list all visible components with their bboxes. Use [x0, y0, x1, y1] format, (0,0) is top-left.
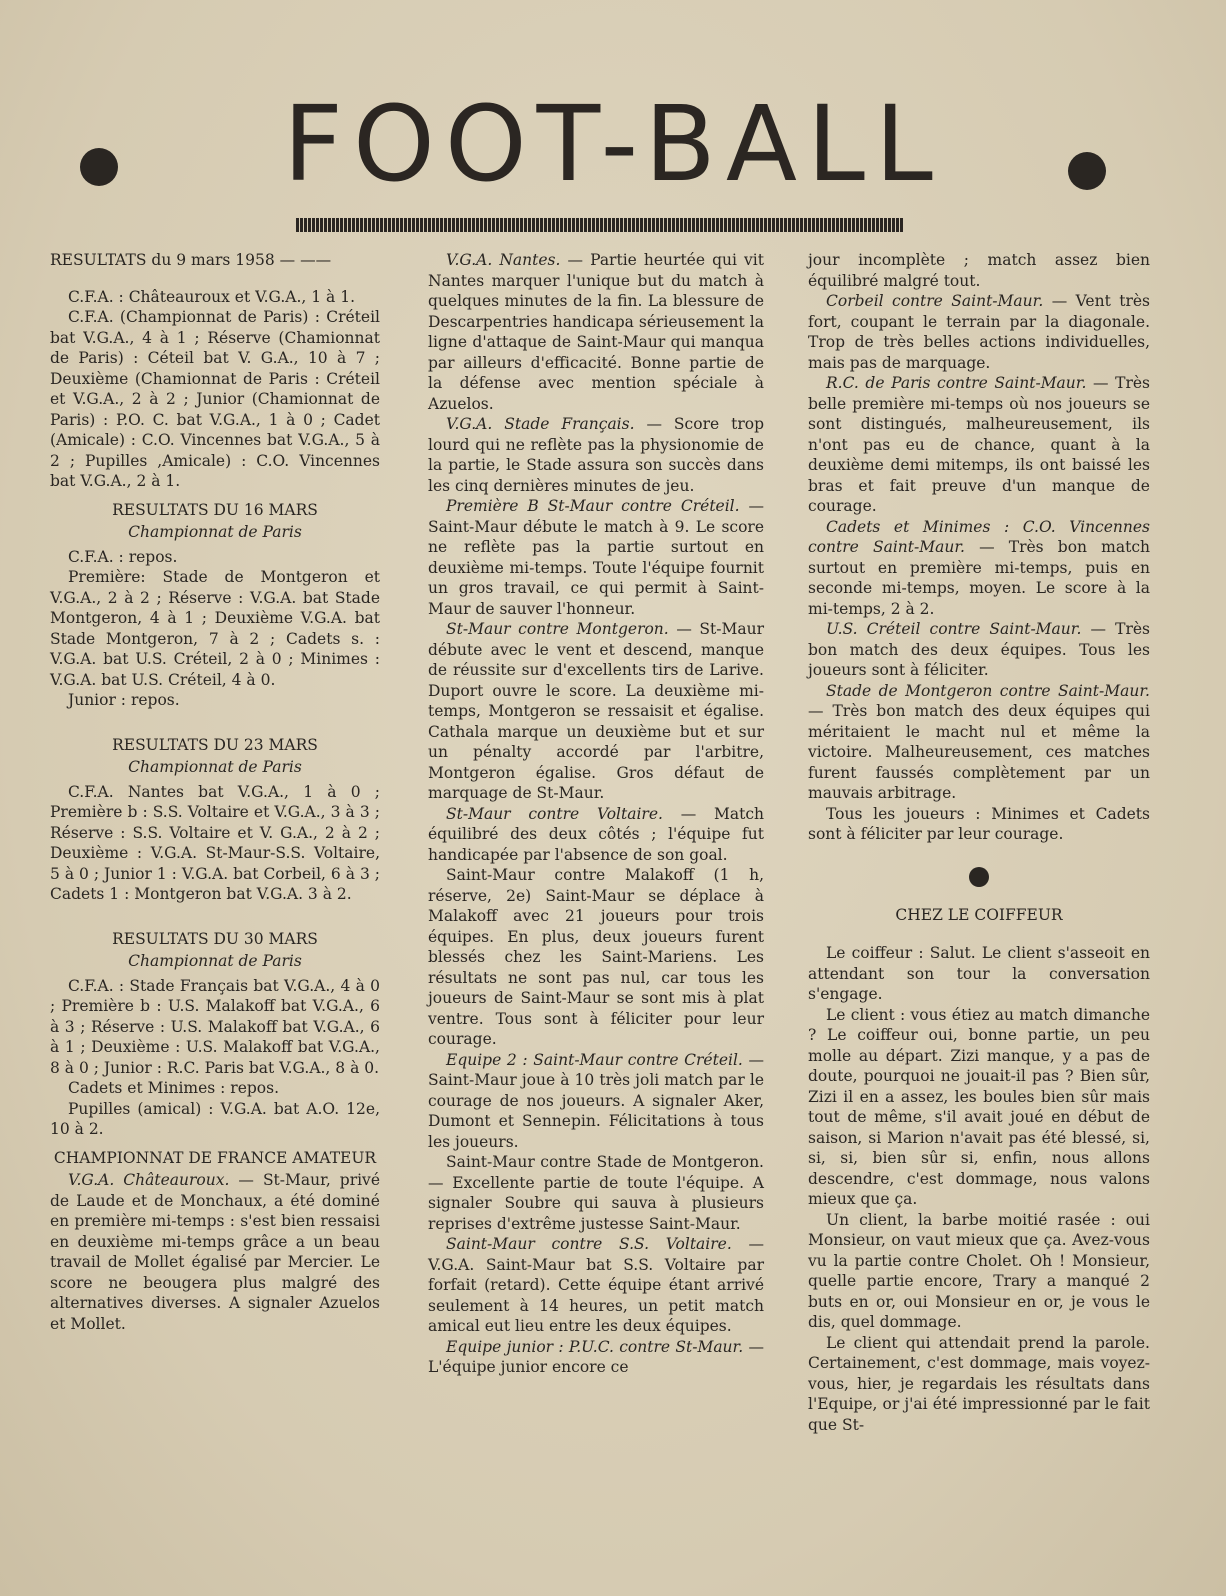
paragraph: Un client, la barbe moitié rasée : oui Monsieur, on vaut mieux que ça. Avez-vous vu la partie contre Cholet. Oh ! Monsieur, quelle partie encore, Trary a manqué 2 buts en or, oui Monsieur en or, je vous le dis, quel dommage. — [808, 1210, 1150, 1331]
match-label: U.S. Créteil contre Saint-Maur. — [826, 620, 1082, 638]
paragraph: jour incomplète ; match assez bien équilibré malgré tout. — [808, 251, 1150, 290]
match-label: St-Maur contre Montgeron. — [446, 620, 669, 638]
column-1 — [50, 250, 380, 1334]
paragraph: Le client qui attendait prend la parole. Certainement, c'est dommage, mais voyez-vous, hier, je regardais les résultats dans l'Equipe, or j'ai été impressionné par le fait que St- — [808, 1333, 1150, 1434]
paragraph: Saint-Maur contre Stade de Montgeron. — Excellente partie de toute l'équipe. A signaler Soubre qui sauva à plusieurs reprises d'extrême justesse Saint-Maur. — [428, 1153, 764, 1233]
paragraph: Junior : repos. — [68, 691, 180, 709]
match-label: St-Maur contre Voltaire. — [446, 804, 663, 823]
match-label: Equipe junior : P.U.C. contre St-Maur. — [446, 1337, 744, 1356]
results-9-mars-header: RESULTATS du 9 mars 1958 — —— — [50, 251, 332, 269]
subheading: Championnat de Paris — [128, 523, 302, 541]
chez-le-coiffeur-header: CHEZ LE COIFFEUR — [895, 905, 1063, 924]
match-label: R.C. de Paris contre Saint-Maur. — [826, 374, 1087, 392]
results-23-mars-header: RESULTATS DU 23 MARS — [112, 735, 318, 754]
paragraph: St-Maur contre Montgeron. — St-Maur débute avec le vent et descend, manque de réussite sur d'excellents tirs de Larive. Duport ouvre le score. La deuxième mi-temps, Montgeron se ressaisit et égalise. Cathala marque un deuxième but et sur un pénalty accordé par l'arbitre, Montgeron égalise. Gros défaut de marquage de St-Maur. — [428, 620, 764, 802]
paragraph: Cadets et Minimes : C.O. Vincennes contre Saint-Maur. — Très bon match surtout en première mi-temps, puis en seconde mi-temps, moyen. Le score à la mi-temps, 2 à 2. — [808, 517, 1150, 618]
paragraph: R.C. de Paris contre Saint-Maur. — Très belle première mi-temps où nos joueurs se sont distingués, malheureusement, ils n'ont pas eu de chance, quant à la deuxième demi mitemps, ils ont baissé les bras et fait preuve d'un manque de courage. — [808, 374, 1150, 515]
match-label: Stade de Montgeron contre Saint-Maur. — [826, 681, 1150, 700]
column-3 — [808, 250, 1150, 1435]
paragraph: Saint-Maur contre Malakoff (1 h, réserve, 2e) Saint-Maur se déplace à Malakoff avec 21 joueurs pour trois équipes. En plus, deux joueurs furent blessés chez les Saint-Mariens. Les résultats ne sont pas nul, car tous les joueurs de Saint-Maur se sont mis à plat ventre. Tous sont à féliciter pour leur courage. — [428, 866, 764, 1048]
page-title: FOOT-BALL — [283, 83, 943, 205]
subheading: Championnat de Paris — [128, 758, 302, 776]
paragraph: Première B St-Maur contre Créteil. — Saint-Maur débute le match à 9. Le score ne reflète pas la partie surtout en deuxième mi-temps. Toute l'équipe fournit un gros travail, ce qui permit à Saint-Maur de sauver l'honneur. — [428, 497, 764, 618]
subheading: Championnat de Paris — [128, 952, 302, 970]
paragraph: Saint-Maur contre S.S. Voltaire. — V.G.A. Saint-Maur bat S.S. Voltaire par forfait (retard). Cette équipe étant arrivé seulement à 14 heures, un petit match amical eut lieu entre les deux équipes. — [428, 1235, 764, 1335]
paragraph: C.F.A. Nantes bat V.G.A., 1 à 0 ; Première b : S.S. Voltaire et V.G.A., 3 à 3 ; Réserve : S.S. Voltaire et V. G.A., 2 à 2 ; Deuxième : V.G.A. St-Maur-S.S. Voltaire, 5 à 0 ; Junior 1 : V.G.A. bat Corbeil, 6 à 3 ; Cadets 1 : Montgeron bat V.G.A. 3 à 2. — [50, 782, 380, 903]
paragraph: Première: Stade de Montgeron et V.G.A., 2 à 2 ; Réserve : V.G.A. bat Stade Montgeron, 4 à 1 ; Deuxième V.G.A. bat Stade Montgeron, 7 à 2 ; Cadets s. : V.G.A. bat U.S. Créteil, 2 à 0 ; Minimes : V.G.A. bat U.S. Créteil, 4 à 0. — [50, 568, 380, 689]
match-label: V.G.A. Stade Français. — [446, 415, 635, 433]
paragraph: C.F.A. : Châteauroux et V.G.A., 1 à 1. — [68, 287, 356, 306]
paragraph: C.F.A. (Championnat de Paris) : Créteil bat V.G.A., 4 à 1 ; Réserve (Chamionnat de Paris) : Céteil bat V. G.A., 10 à 7 ; Deuxième (Chamionnat de Paris : Créteil et V.G.A., 2 à 2 ; Junior (Chamionnat de Paris) : P.O. C. bat V.G.A., 1 à 0 ; Cadet (Amicale) : C.O. Vincennes bat V.G.A., 5 à 2 ; Pupilles ,Amicale) : C.O. Vincennes bat V.G.A., 2 à 1. — [50, 308, 380, 490]
paragraph: C.F.A. : Stade Français bat V.G.A., 4 à 0 ; Première b : U.S. Malakoff bat V.G.A., 6 à 3 ; Réserve : U.S. Malakoff bat V.G.A., 6 à 1 ; Deuxième : U.S. Malakoff bat V.G.A., 8 à 0 ; Junior : R.C. Paris bat V.G.A., 8 à 0. — [50, 976, 380, 1077]
match-label: Cadets et Minimes : C.O. Vincennes contre Saint-Maur. — [808, 517, 1150, 556]
paragraph: Cadets et Minimes : repos. — [68, 1079, 280, 1097]
paragraph: Pupilles (amical) : V.G.A. bat A.O. 12e, 10 à 2. — [50, 1099, 380, 1138]
paragraph: Tous les joueurs : Minimes et Cadets sont à féliciter par leur courage. — [808, 804, 1150, 843]
paragraph: Stade de Montgeron contre Saint-Maur. — Très bon match des deux équipes qui méritaient le macht nul et même la victoire. Malheureusement, ces matches furent faussés complètement par un mauvais arbitrage. — [808, 681, 1150, 802]
paragraph: Le client : vous étiez au match dimanche ? Le coiffeur oui, bonne partie, un peu molle au départ. Zizi manque, y a pas de doute, pourquoi ne jouait-il pas ? Bien sûr, Zizi il en a assez, les boules bien sûr mais tout de même, s'il avait joué en début de saison, si Marion n'avait pas été blessé, si, si, si, bien sûr si, enfin, nous allons descendre, c'est dommage, nous valons mieux que ça. — [808, 1005, 1150, 1208]
match-label: Première B St-Maur contre Créteil. — [446, 497, 740, 515]
paragraph: V.G.A. Stade Français. — Score trop lourd qui ne reflète pas la physionomie de la partie, le Stade assura son succès dans les cinq dernières minutes de jeu. — [428, 415, 764, 495]
column-2 — [428, 250, 764, 1378]
results-16-mars-header: RESULTATS DU 16 MARS — [112, 500, 318, 519]
match-label: Saint-Maur contre S.S. Voltaire. — [446, 1235, 732, 1253]
section-divider-dot — [969, 867, 989, 887]
title-rule — [296, 218, 904, 232]
match-label: V.G.A. Nantes. — [446, 251, 561, 269]
results-30-mars-header: RESULTATS DU 30 MARS — [112, 929, 318, 948]
paragraph: Corbeil contre Saint-Maur. — Vent très fort, coupant le terrain par la diagonale. Trop de très belles actions individuelles, mais pas de marquage. — [808, 292, 1151, 372]
match-label: V.G.A. Châteauroux. — [68, 1171, 230, 1189]
paragraph: V.G.A. Nantes. — Partie heurtée qui vit Nantes marquer l'unique but du match à quelques minutes de la fin. La blessure de Descarpentries handicapa sérieusement la ligne d'attaque de Saint-Maur qui manqua par ailleurs d'efficacité. Bonne partie de la défense avec mention spéciale à Azuelos. — [428, 251, 764, 413]
paragraph: C.F.A. : repos. — [68, 547, 178, 566]
match-label: Equipe 2 : Saint-Maur contre Créteil. — [446, 1050, 743, 1069]
paragraph: St-Maur contre Voltaire. — Match équilibré des deux côtés ; l'équipe fut handicapée par l'absence de son goal. — [428, 804, 765, 864]
paragraph: Equipe junior : P.U.C. contre St-Maur. — L'équipe junior encore ce — [428, 1337, 765, 1376]
paragraph: V.G.A. Châteauroux. — St-Maur, privé de Laude et de Monchaux, a été dominé en première mi-temps : s'est bien ressaisi en deuxième mi-temps grâce a un beau travail de Mollet égalisé par Mercier. Le score ne beougera plus malgré des alternatives diverses. A signaler Azuelos et Mollet. — [50, 1171, 380, 1333]
match-label: Corbeil contre Saint-Maur. — [826, 292, 1044, 310]
championnat-header: CHAMPIONNAT DE FRANCE AMATEUR — [53, 1148, 377, 1167]
paragraph: Equipe 2 : Saint-Maur contre Créteil. — Saint-Maur joue à 10 très joli match par le courage de nos joueurs. A signaler Aker, Dumont et Sennepin. Félicitations à tous les joueurs. — [428, 1050, 764, 1151]
right-bullet-dot — [1068, 152, 1106, 190]
paragraph: U.S. Créteil contre Saint-Maur. — Très bon match des deux équipes. Tous les joueurs sont à féliciter. — [808, 620, 1150, 679]
paragraph: Le coiffeur : Salut. Le client s'asseoit en attendant son tour la conversation s'engage. — [808, 944, 1150, 1003]
